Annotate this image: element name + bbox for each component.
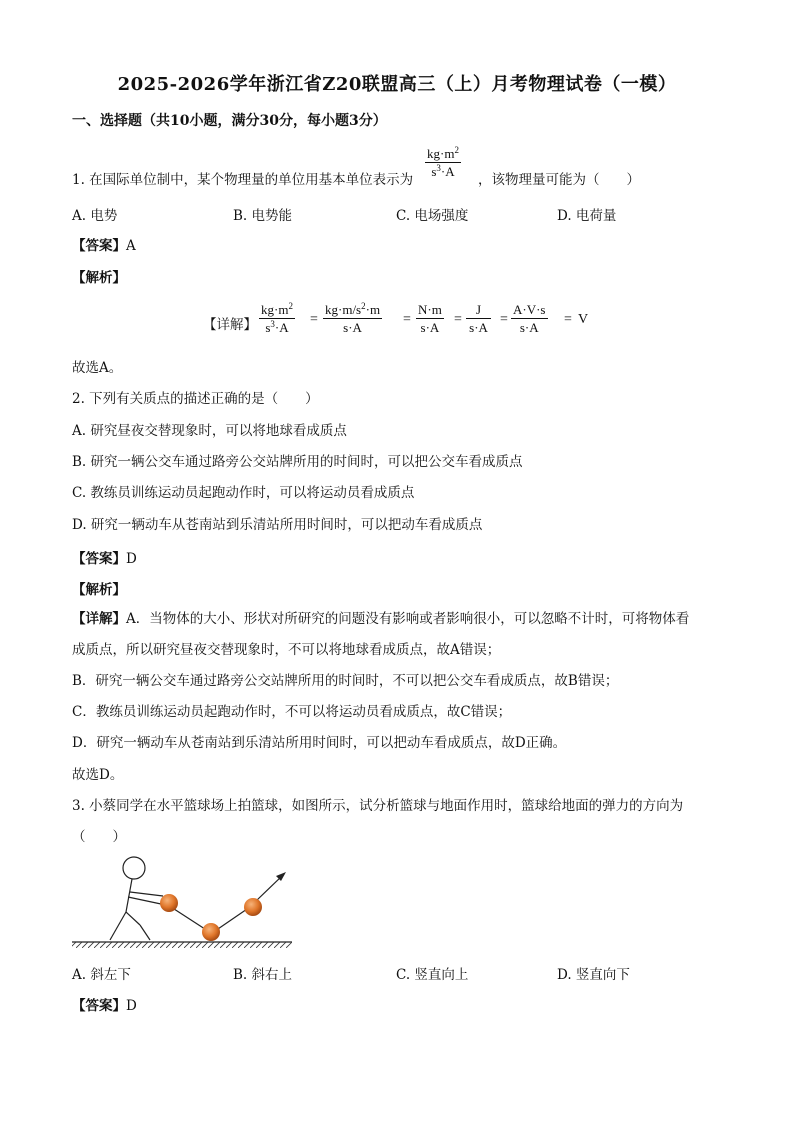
q1-eq-f2-num-exp: 2 [361, 301, 366, 311]
q1-eq-frac-3 [416, 302, 444, 335]
q1-conclusion: 故选A。 [72, 360, 123, 376]
q2-detail-line-4: C．教练员训练运动员起跑动作时，不可以将运动员看成质点，故C错误； [72, 704, 512, 720]
q3-option-a: A. 斜左下 [72, 967, 131, 983]
q1-eq-frac-5 [511, 302, 548, 335]
q2-detail-line-3: B．研究一辆公交车通过路旁公交站牌所用的时间时，不可以把公交车看成质点，故B错误； [72, 673, 619, 689]
q1-eq-sign-3: = [454, 312, 462, 327]
q1-eq-sign-1: = [310, 312, 318, 327]
q1-eq-f4-num: J [466, 302, 491, 319]
q1-eq-sign-2: = [403, 312, 411, 327]
q1-frac-den-tail: ·A [440, 164, 455, 179]
q2-detail-text-1: A．当物体的大小、形状对所研究的问题没有影响或者影响很小，可以忽略不计时，可将物体看 [126, 611, 690, 627]
q1-eq-f1-num-exp: 2 [288, 301, 293, 311]
q1-frac-den: s [431, 164, 437, 179]
q2-answer-label: 【答案】 [72, 551, 126, 567]
q1-eq-frac-4 [466, 302, 491, 335]
q3-option-b: B. 斜右上 [233, 967, 293, 983]
q1-answer-value: A [126, 238, 136, 254]
q3-option-d: D. 竖直向下 [557, 967, 630, 983]
q1-option-a: A. 电势 [72, 208, 118, 224]
q2-option-d: D. 研究一辆动车从苍南站到乐清站所用时间时，可以把动车看成质点 [72, 517, 483, 533]
q2-option-a: A. 研究昼夜交替现象时，可以将地球看成质点 [72, 423, 347, 439]
q1-option-d: D. 电荷量 [557, 208, 617, 224]
q3-stem-line-2: （ ） [72, 829, 126, 845]
page-title: 2025-2026学年浙江省Z20联盟高三（上）月考物理试卷（一模） [117, 74, 677, 95]
q1-eq-f5-den: s·A [519, 320, 539, 335]
q1-eq-f5-num: A·V·s [513, 302, 546, 317]
q2-option-c: C. 教练员训练运动员起跑动作时，可以将运动员看成质点 [72, 485, 415, 501]
q1-frac-num: kg·m [427, 146, 455, 161]
q3-answer-label: 【答案】 [72, 998, 126, 1014]
basketball-icon [160, 894, 262, 941]
q1-frac-num-exp: 2 [454, 145, 459, 155]
q1-eq-f4-den: s·A [469, 320, 488, 335]
q3-option-c: C. 竖直向上 [396, 967, 469, 983]
q2-detail-line-1 [72, 610, 689, 628]
q1-eq-result: V [578, 312, 589, 327]
q2-detail-label: 【详解】 [72, 611, 126, 627]
q1-eq-frac-1 [259, 302, 295, 335]
q3-stem-line-1: 3. 小蔡同学在水平篮球场上拍篮球，如图所示，试分析篮球与地面作用时，篮球给地面的弹力的方向为 [72, 798, 684, 814]
q1-stem-suffix: ，该物理量可能为（ ） [478, 172, 640, 188]
q2-option-b: B. 研究一辆公交车通过路旁公交站牌所用的时间时，可以把公交车看成质点 [72, 454, 523, 470]
q2-detail-line-5: D．研究一辆动车从苍南站到乐清站所用时间时，可以把动车看成质点，故D正确。 [72, 735, 567, 751]
q1-detail-label: 【详解】 [203, 317, 257, 333]
q2-conclusion: 故选D。 [72, 767, 124, 783]
q1-eq-f3-num: N·m [418, 302, 442, 317]
q2-detail-line-2: 成质点，所以研究昼夜交替现象时，不可以将地球看成质点，故A错误； [72, 642, 501, 658]
q1-eq-sign-4: = [500, 312, 508, 327]
q3-answer-value: D [126, 998, 137, 1014]
q1-unit-fraction [425, 146, 461, 179]
player-figure [110, 857, 163, 940]
q1-eq-frac-2 [323, 302, 382, 335]
q2-answer-value: D [126, 551, 137, 567]
q3-basketball-figure [70, 852, 295, 952]
q1-answer-label: 【答案】 [72, 238, 126, 254]
q1-eq-f1-den-tail: ·A [274, 320, 289, 335]
q1-eq-f3-den: s·A [420, 320, 440, 335]
q1-option-c: C. 电场强度 [396, 208, 469, 224]
q1-eq-f2-num: kg·m/s [325, 302, 362, 317]
q2-analysis-label: 【解析】 [72, 582, 126, 598]
q2-stem: 2. 下列有关质点的描述正确的是（ ） [72, 391, 319, 407]
q1-option-b: B. 电势能 [233, 208, 293, 224]
q1-eq-f2-num-tail: ·m [365, 302, 381, 317]
q1-eq-sign-5: = [564, 312, 572, 327]
q1-frac-den-exp: 3 [436, 163, 441, 173]
q1-eq-f1-den: s [265, 320, 271, 335]
q1-analysis-label: 【解析】 [72, 270, 126, 286]
section-heading: 一、选择题（共10小题，满分30分，每小题3分） [72, 113, 387, 129]
q3-answer [72, 994, 137, 1015]
q1-stem-prefix: 1. 在国际单位制中，某个物理量的单位用基本单位表示为 [72, 172, 414, 188]
ground [72, 942, 292, 948]
ball-path [171, 872, 286, 931]
q1-eq-f2-den: s·A [343, 320, 362, 335]
q1-eq-f1-num: kg·m [261, 302, 289, 317]
q1-eq-f1-den-exp: 3 [270, 319, 275, 329]
q2-answer [72, 547, 137, 568]
q1-answer [72, 234, 136, 255]
